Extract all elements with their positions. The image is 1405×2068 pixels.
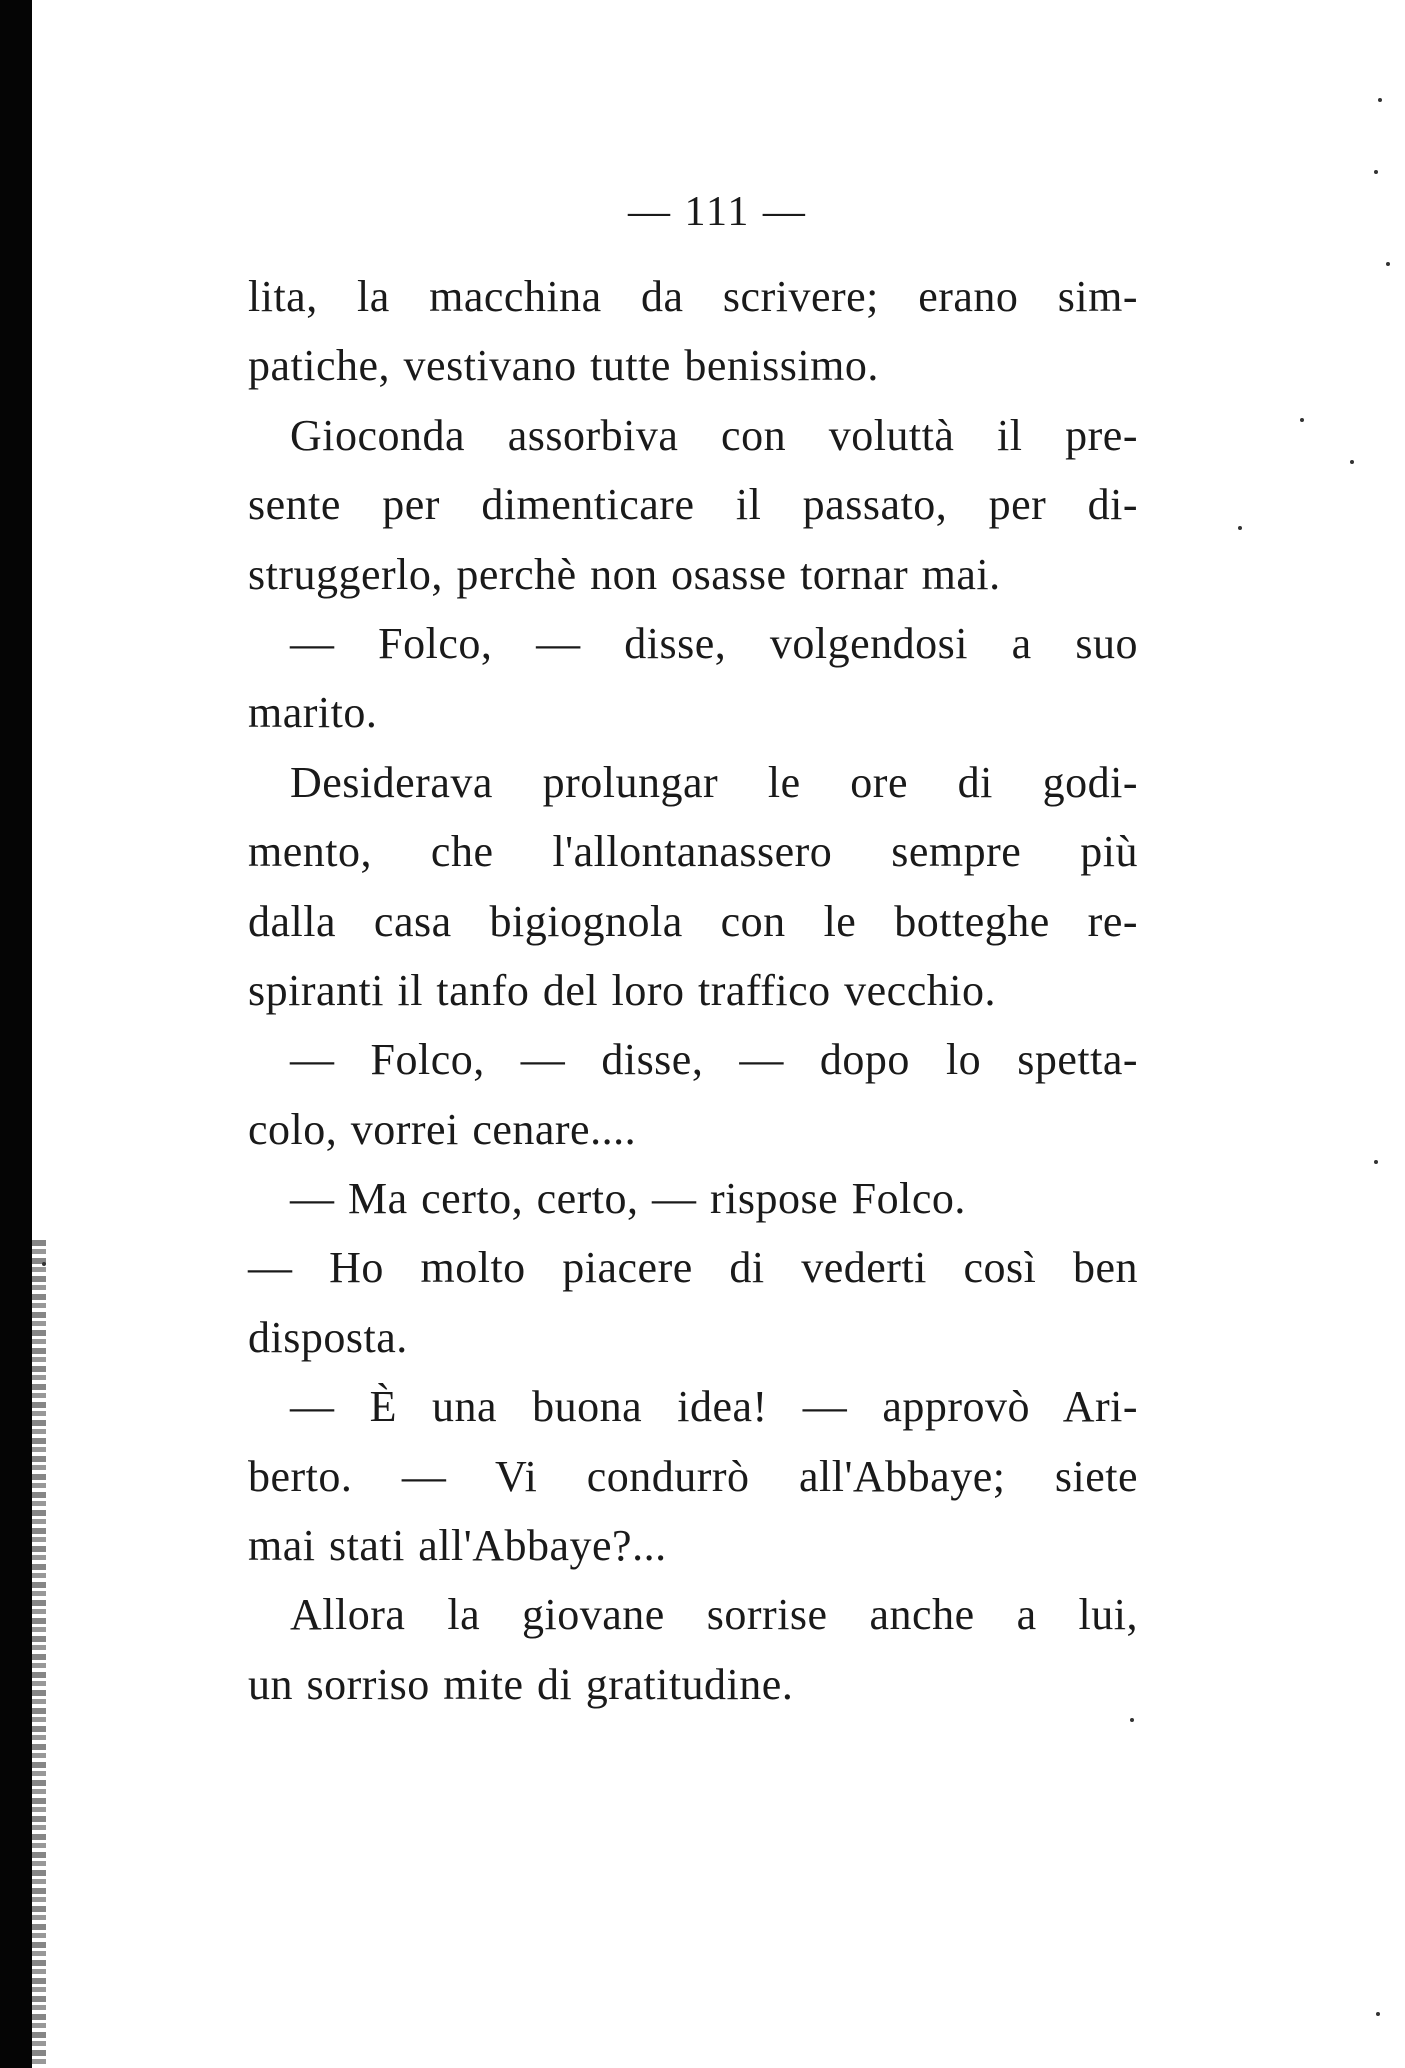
- text-line: mento, che l'allontanassero sempre più: [248, 827, 1138, 877]
- text-line: disposta.: [248, 1312, 408, 1362]
- text-line: Allora la giovane sorrise anche a lui,: [290, 1590, 1138, 1640]
- scan-binding-edge: [0, 0, 32, 2068]
- text-line: Gioconda assorbiva con voluttà il pre-: [290, 410, 1138, 460]
- page-number: — 111 —: [628, 189, 807, 235]
- scan-speck: [42, 1262, 46, 1266]
- text-line: — Ho molto piacere di vederti così ben: [248, 1243, 1138, 1293]
- text-line: patiche, vestivano tutte benissimo.: [248, 341, 879, 391]
- scan-speck: [1300, 418, 1304, 422]
- text-line: sente per dimenticare il passato, per di-: [248, 480, 1138, 530]
- text-line: dalla casa bigiognola con le botteghe re-: [248, 896, 1138, 946]
- text-line: un sorriso mite di gratitudine.: [248, 1659, 794, 1709]
- scan-speck: [1378, 98, 1382, 102]
- text-line: spiranti il tanfo del loro traffico vecchio.: [248, 965, 996, 1015]
- text-line: lita, la macchina da scrivere; erano sim-: [248, 272, 1138, 321]
- scan-speck: [1376, 2012, 1380, 2016]
- text-line: — Ma certo, certo, — rispose Folco.: [290, 1174, 966, 1224]
- scan-speck: [1350, 460, 1354, 464]
- text-line: struggerlo, perchè non osasse tornar mai.: [248, 549, 1001, 599]
- scan-speck: [1374, 1160, 1378, 1164]
- text-line: berto. — Vi condurrò all'Abbaye; siete: [248, 1451, 1138, 1501]
- text-line: — È una buona idea! — approvò Ari-: [290, 1382, 1138, 1432]
- text-line: marito.: [248, 688, 378, 738]
- text-line: — Folco, — disse, volgendosi a suo: [290, 618, 1138, 668]
- text-line: — Folco, — disse, — dopo lo spetta-: [290, 1035, 1138, 1085]
- text-line: Desiderava prolungar le ore di godi-: [290, 757, 1138, 807]
- scan-speck: [1386, 262, 1390, 266]
- scan-edge-noise: [32, 1240, 46, 2068]
- text-line: colo, vorrei cenare....: [248, 1104, 637, 1154]
- text-line: mai stati all'Abbaye?...: [248, 1521, 667, 1571]
- body-text: [248, 262, 1138, 1719]
- scan-speck: [1238, 526, 1242, 530]
- scan-speck: [1374, 170, 1378, 174]
